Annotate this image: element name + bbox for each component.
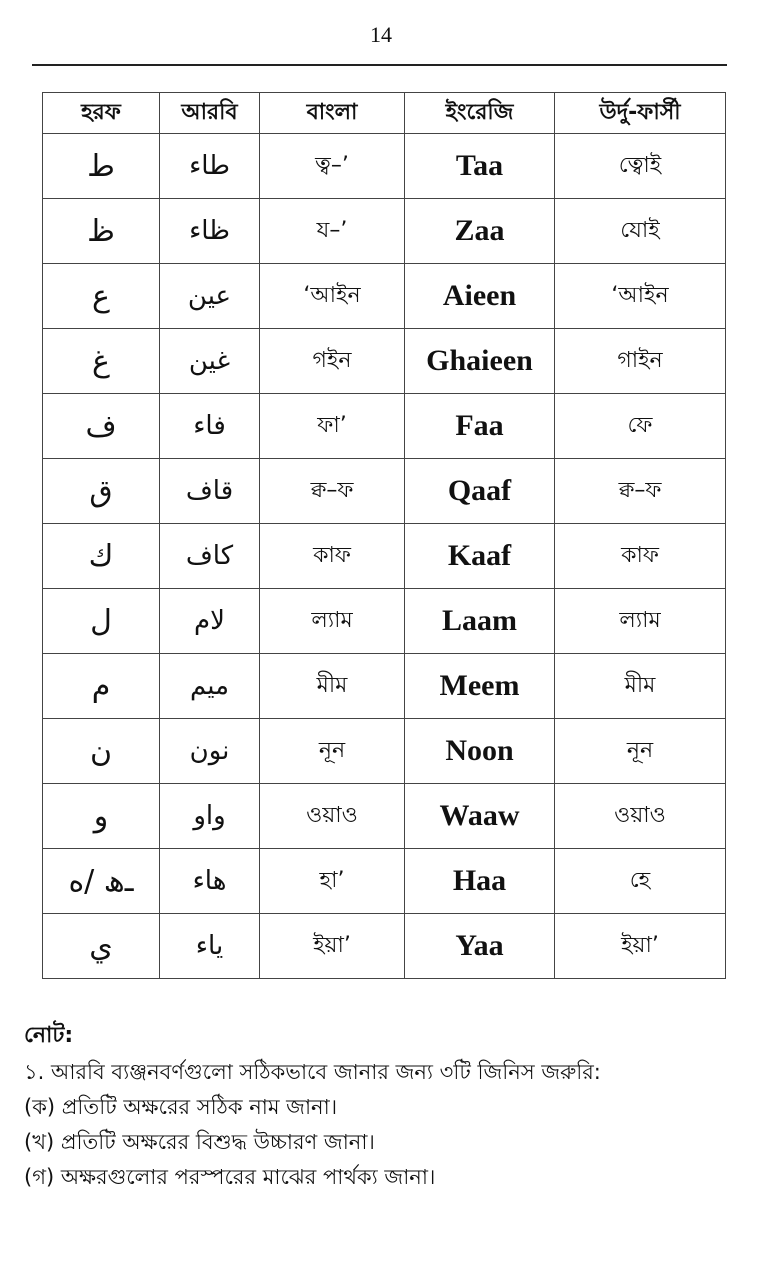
table-row xyxy=(43,199,726,264)
cell-bangla: ত্ব–’ xyxy=(260,134,405,199)
cell-bangla: ফা’ xyxy=(260,394,405,459)
cell-bangla: ওয়াও xyxy=(260,784,405,849)
table-row xyxy=(43,849,726,914)
cell-arabic: قاف xyxy=(160,459,260,524)
cell-english: Haa xyxy=(405,849,555,914)
cell-letter: ع xyxy=(43,264,160,329)
cell-urdu-farsi: যোই xyxy=(555,199,726,264)
cell-letter: ل xyxy=(43,589,160,654)
cell-arabic: ميم xyxy=(160,654,260,719)
cell-arabic: عين xyxy=(160,264,260,329)
cell-letter: ن xyxy=(43,719,160,784)
cell-arabic: فاء xyxy=(160,394,260,459)
cell-english: Yaa xyxy=(405,914,555,979)
cell-urdu-farsi: ফে xyxy=(555,394,726,459)
cell-urdu-farsi: কাফ xyxy=(555,524,726,589)
cell-arabic: كاف xyxy=(160,524,260,589)
table-row xyxy=(43,654,726,719)
letters-table xyxy=(42,92,726,979)
table-row xyxy=(43,459,726,524)
cell-arabic: هاء xyxy=(160,849,260,914)
cell-letter: م xyxy=(43,654,160,719)
cell-arabic: ظاء xyxy=(160,199,260,264)
cell-bangla: ‘আইন xyxy=(260,264,405,329)
letters-table-body xyxy=(43,134,726,979)
cell-letter: ـﮪ /ه xyxy=(43,849,160,914)
header-urdu-farsi: উর্দু-ফার্সী xyxy=(555,93,726,134)
cell-english: Qaaf xyxy=(405,459,555,524)
header-bangla: বাংলা xyxy=(260,93,405,134)
table-row xyxy=(43,264,726,329)
header-rule xyxy=(32,64,727,66)
table-row xyxy=(43,719,726,784)
cell-english: Waaw xyxy=(405,784,555,849)
cell-letter: ك xyxy=(43,524,160,589)
cell-english: Meem xyxy=(405,654,555,719)
cell-arabic: ياء xyxy=(160,914,260,979)
cell-bangla: ল্যাম xyxy=(260,589,405,654)
cell-english: Kaaf xyxy=(405,524,555,589)
cell-english: Ghaieen xyxy=(405,329,555,394)
table-row xyxy=(43,914,726,979)
cell-bangla: গইন xyxy=(260,329,405,394)
cell-letter: و xyxy=(43,784,160,849)
cell-urdu-farsi: ‘আইন xyxy=(555,264,726,329)
table-header-row xyxy=(43,93,726,134)
cell-bangla: কাফ xyxy=(260,524,405,589)
cell-letter: ي xyxy=(43,914,160,979)
cell-urdu-farsi: ল্যাম xyxy=(555,589,726,654)
cell-arabic: نون xyxy=(160,719,260,784)
table-row xyxy=(43,784,726,849)
cell-letter: ف xyxy=(43,394,160,459)
cell-english: Aieen xyxy=(405,264,555,329)
cell-english: Taa xyxy=(405,134,555,199)
header-english: ইংরেজি xyxy=(405,93,555,134)
cell-english: Faa xyxy=(405,394,555,459)
cell-letter: ط xyxy=(43,134,160,199)
note-line: ১. আরবি ব্যঞ্জনবর্ণগুলো সঠিকভাবে জানার জন্য ৩টি জিনিস জরুরি: xyxy=(24,1060,601,1084)
cell-bangla: নূন xyxy=(260,719,405,784)
table-row xyxy=(43,589,726,654)
cell-urdu-farsi: হে xyxy=(555,849,726,914)
cell-arabic: واو xyxy=(160,784,260,849)
cell-bangla: ক্ব–ফ xyxy=(260,459,405,524)
cell-letter: غ xyxy=(43,329,160,394)
cell-bangla: য–’ xyxy=(260,199,405,264)
cell-urdu-farsi: ত্বোই xyxy=(555,134,726,199)
cell-english: Noon xyxy=(405,719,555,784)
cell-urdu-farsi: মীম xyxy=(555,654,726,719)
cell-letter: ق xyxy=(43,459,160,524)
note-line: (ক) প্রতিটি অক্ষরের সঠিক নাম জানা। xyxy=(24,1095,338,1119)
header-arabic: আরবি xyxy=(160,93,260,134)
table-row xyxy=(43,329,726,394)
cell-urdu-farsi: নূন xyxy=(555,719,726,784)
cell-urdu-farsi: ওয়াও xyxy=(555,784,726,849)
cell-urdu-farsi: ক্ব–ফ xyxy=(555,459,726,524)
cell-english: Zaa xyxy=(405,199,555,264)
cell-arabic: طاء xyxy=(160,134,260,199)
cell-english: Laam xyxy=(405,589,555,654)
cell-arabic: غين xyxy=(160,329,260,394)
table-row xyxy=(43,524,726,589)
cell-arabic: لام xyxy=(160,589,260,654)
cell-bangla: মীম xyxy=(260,654,405,719)
note-section xyxy=(24,1018,744,1195)
table-row xyxy=(43,134,726,199)
cell-urdu-farsi: গাইন xyxy=(555,329,726,394)
note-line: (গ) অক্ষরগুলোর পরস্পরের মাঝের পার্থক্য জানা। xyxy=(24,1165,436,1189)
cell-bangla: হা’ xyxy=(260,849,405,914)
table-row xyxy=(43,394,726,459)
cell-bangla: ইয়া’ xyxy=(260,914,405,979)
note-line: (খ) প্রতিটি অক্ষরের বিশুদ্ধ উচ্চারণ জানা। xyxy=(24,1130,375,1154)
note-title: নোট: xyxy=(24,1023,74,1048)
cell-urdu-farsi: ইয়া’ xyxy=(555,914,726,979)
page-number: 14 xyxy=(370,22,392,47)
header-letter: হরফ xyxy=(43,93,160,134)
cell-letter: ظ xyxy=(43,199,160,264)
